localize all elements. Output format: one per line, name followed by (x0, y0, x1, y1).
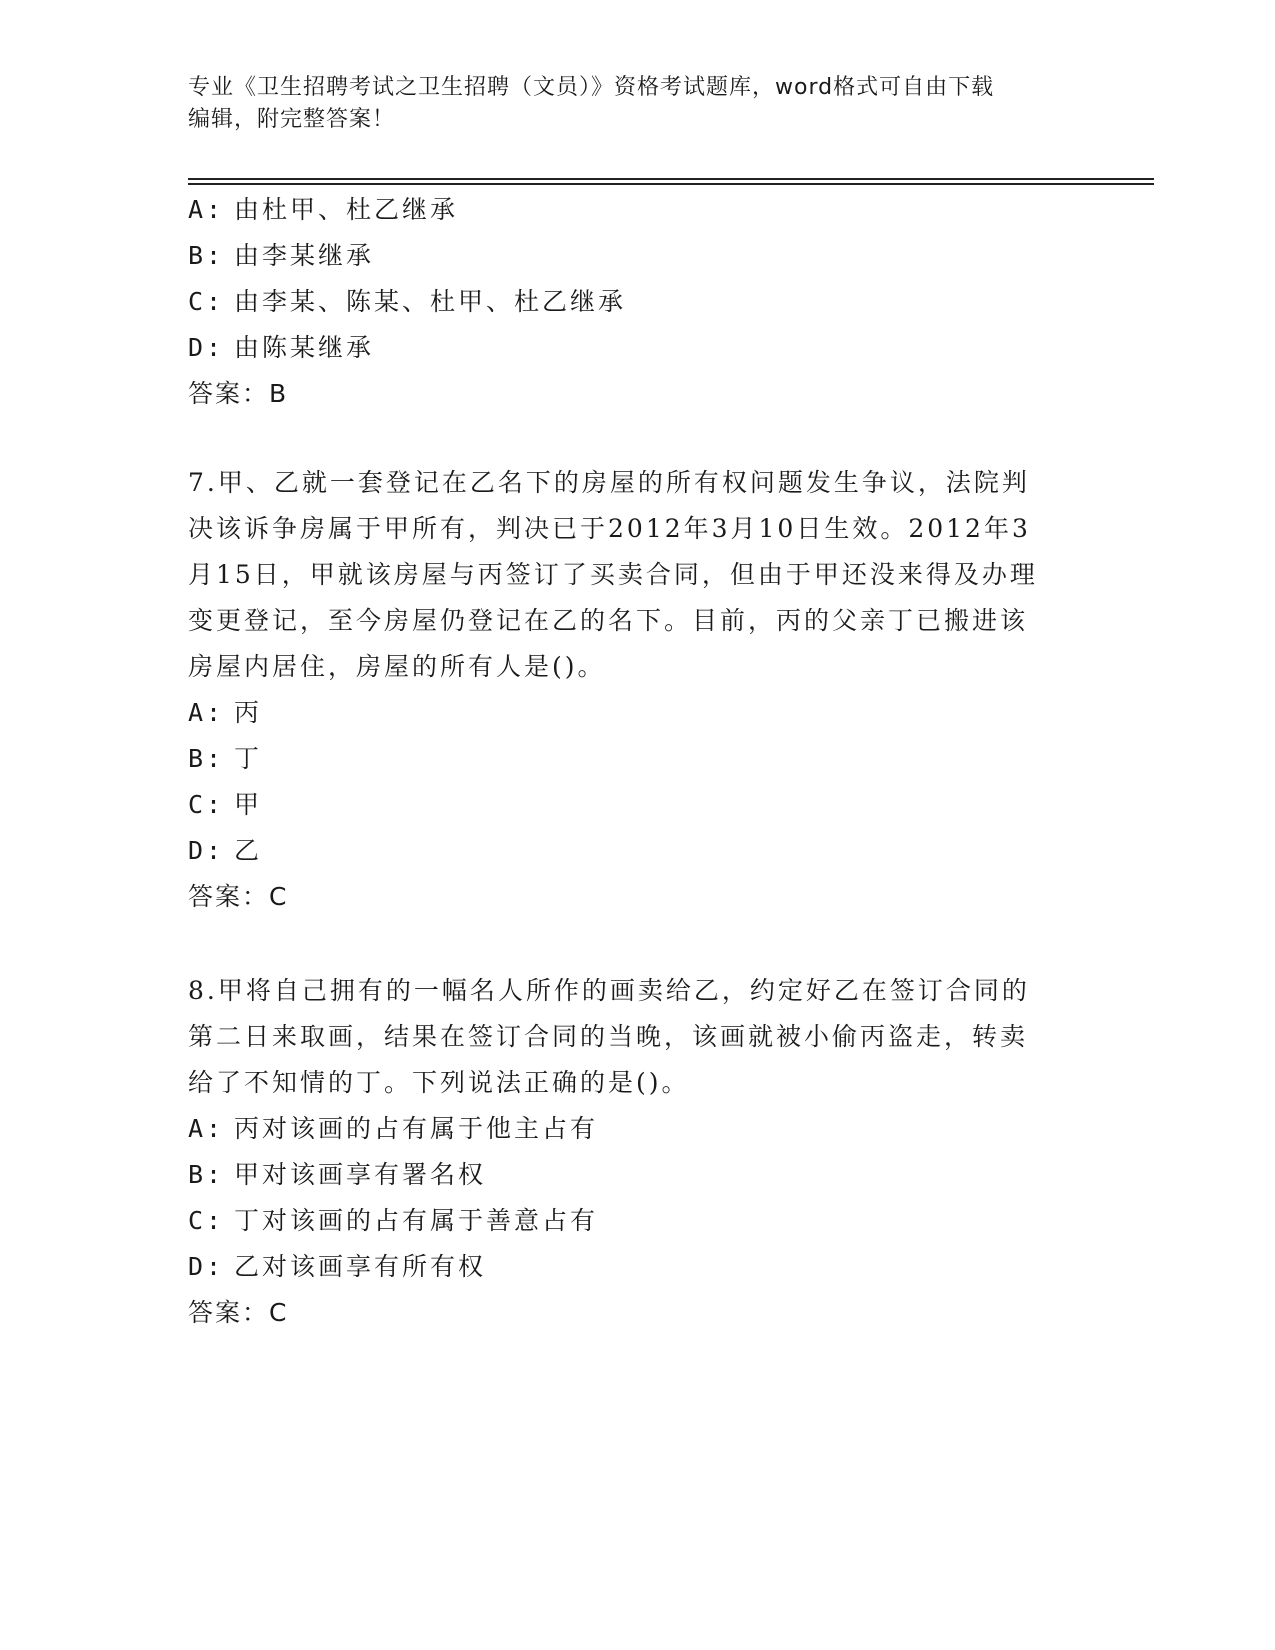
option-letter: B: (188, 241, 225, 270)
option-letter: A: (188, 1114, 225, 1143)
option-text: 乙 (234, 836, 263, 865)
q7-option-a (188, 690, 1088, 736)
q7-option-c (188, 782, 1088, 828)
q6-option-a (188, 187, 1088, 233)
option-letter: D: (188, 333, 225, 362)
q8-stem-line-1: 8.甲将自己拥有的一幅名人所作的画卖给乙，约定好乙在签订合同的 (188, 976, 1030, 1005)
q8-option-c (188, 1198, 1088, 1244)
option-letter: B: (188, 1160, 225, 1189)
q6-option-d (188, 325, 1088, 371)
option-text: 由李某继承 (234, 241, 375, 270)
option-letter: D: (188, 836, 225, 865)
q7-stem-line-4: 变更登记，至今房屋仍登记在乙的名下。目前，丙的父亲丁已搬进该 (188, 606, 1029, 635)
q8-stem (188, 968, 1088, 1106)
q8-answer: 答案：C (188, 1298, 289, 1327)
header-line-1: 专业《卫生招聘考试之卫生招聘（文员）》资格考试题库，word格式可自由下载 (188, 75, 995, 100)
q6-answer: 答案：B (188, 379, 289, 408)
option-text: 丙 (234, 698, 263, 727)
option-text: 丁 (234, 744, 263, 773)
option-text: 乙对该画享有所有权 (234, 1252, 487, 1281)
header-divider-bottom (188, 183, 1154, 185)
option-letter: B: (188, 744, 225, 773)
option-text: 丙对该画的占有属于他主占有 (234, 1114, 599, 1143)
option-text: 甲 (234, 790, 263, 819)
option-text: 丁对该画的占有属于善意占有 (234, 1206, 599, 1235)
q6-option-b (188, 233, 1088, 279)
question-8-block (188, 968, 1088, 1336)
q7-option-b (188, 736, 1088, 782)
q8-stem-line-2: 第二日来取画，结果在签订合同的当晚，该画就被小偷丙盗走，转卖 (188, 1022, 1029, 1051)
option-text: 甲对该画享有署名权 (234, 1160, 487, 1189)
option-letter: C: (188, 790, 225, 819)
q7-answer: 答案：C (188, 882, 289, 911)
q7-stem (188, 460, 1088, 690)
q7-stem-line-2: 决该诉争房属于甲所有，判决已于2012年3月10日生效。2012年3 (188, 514, 1031, 543)
q8-option-d (188, 1244, 1088, 1290)
question-7-block (188, 460, 1088, 920)
header-divider-top (188, 178, 1154, 180)
q6-option-c (188, 279, 1088, 325)
option-letter: A: (188, 698, 225, 727)
q7-stem-line-5: 房屋内居住，房屋的所有人是()。 (188, 652, 606, 681)
q7-stem-line-1: 7.甲、乙就一套登记在乙名下的房屋的所有权问题发生争议，法院判 (188, 468, 1030, 497)
q8-stem-line-3: 给了不知情的丁。下列说法正确的是()。 (188, 1068, 690, 1097)
q8-option-b (188, 1152, 1088, 1198)
option-letter: C: (188, 287, 225, 316)
header-line-2: 编辑，附完整答案！ (188, 107, 396, 132)
option-letter: C: (188, 1206, 225, 1235)
option-text: 由陈某继承 (234, 333, 375, 362)
q7-option-d (188, 828, 1088, 874)
document-header (188, 72, 1088, 136)
q8-option-a (188, 1106, 1088, 1152)
option-text: 由李某、陈某、杜甲、杜乙继承 (234, 287, 627, 316)
question-6-block (188, 187, 1088, 417)
option-text: 由杜甲、杜乙继承 (234, 195, 459, 224)
option-letter: D: (188, 1252, 225, 1281)
option-letter: A: (188, 195, 225, 224)
q7-stem-line-3: 月15日，甲就该房屋与丙签订了买卖合同，但由于甲还没来得及办理 (188, 560, 1038, 589)
